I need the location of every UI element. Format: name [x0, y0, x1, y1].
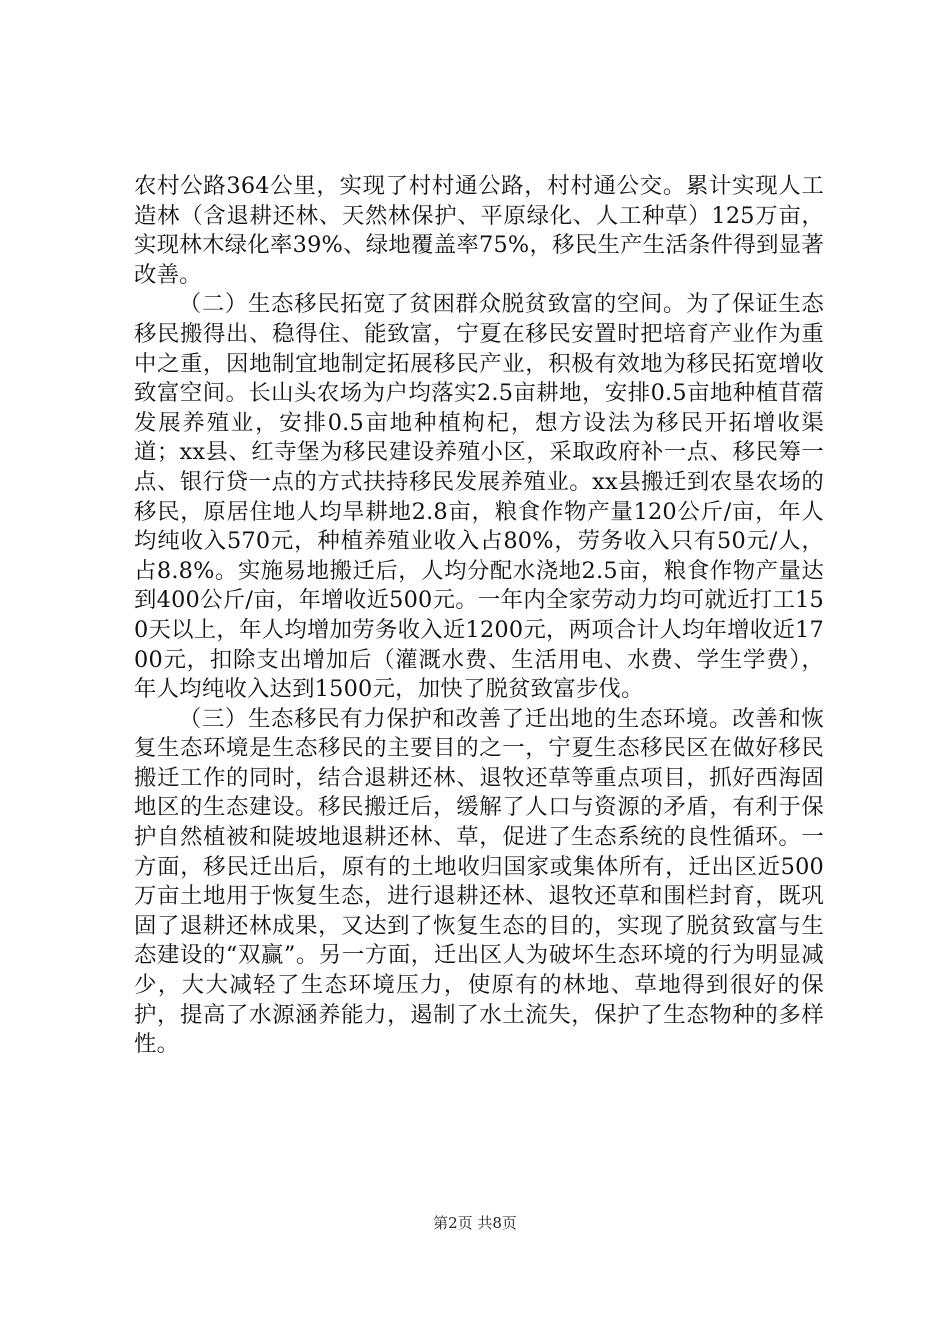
paragraph-section-three: （三）生态移民有力保护和改善了迁出地的生态环境。改善和恢复生态环境是生态移民的主要目的之一，宁夏生态移民区在做好移民搬迁工作的同时，结合退耕还林、退牧还草等重点项目，抓好西海固地区的生态建设。移民搬迁后，缓解了人口与资源的矛盾，有利于保护自然植被和陡坡地退耕还林、草，促进了生态系统的良性循环。一方面，移民迁出后，原有的土地收归国家或集体所有，迁出区近500万亩土地用于恢复生态，进行退耕还林、退牧还草和围栏封育，既巩固了退耕还林成果，又达到了恢复生态的目的，实现了脱贫致富与生态建设的“双赢”。另一方面，迁出区人为破坏生态环境的行为明显减少，大大减轻了生态环境压力，使原有的林地、草地得到很好的保护，提高了水源涵养能力，遏制了水土流失，保护了生态物种的多样性。 [134, 705, 824, 1058]
document-body [134, 172, 824, 1060]
paragraph-section-two: （二）生态移民拓宽了贫困群众脱贫致富的空间。为了保证生态移民搬得出、稳得住、能致富，宁夏在移民安置时把培育产业作为重中之重，因地制宜地制定拓展移民产业，积极有效地为移民拓宽增收致富空间。长山头农场为户均落实2.5亩耕地，安排0.5亩地种植苜蓿发展养殖业，安排0.5亩地种植枸杞，想方设法为移民开拓增收渠道；xx县、红寺堡为移民建设养殖小区，采取政府补一点、移民筹一点、银行贷一点的方式扶持移民发展养殖业。xx县搬迁到农垦农场的移民，原居住地人均旱耕地2.8亩，粮食作物产量120公斤/亩，年人均纯收入570元，种植养殖业收入占80%，劳务收入只有50元/人，占8.8%。实施易地搬迁后，人均分配水浇地2.5亩，粮食作物产量达到400公斤/亩，年增收近500元。一年内全家劳动力均可就近打工150天以上，年人均增加劳务收入近1200元，两项合计人均年增收近1700元，扣除支出增加后（灌溉水费、生活用电、水费、学生学费），年人均纯收入达到1500元，加快了脱贫致富步伐。 [134, 291, 824, 703]
paragraph-continuation: 农村公路364公里，实现了村村通公路，村村通公交。累计实现人工造林（含退耕还林、天然林保护、平原绿化、人工种草）125万亩，实现林木绿化率39%、绿地覆盖率75%，移民生产生活条件得到显著改善。 [134, 173, 824, 288]
page-number-footer: 第2页 共8页 [433, 1214, 517, 1232]
